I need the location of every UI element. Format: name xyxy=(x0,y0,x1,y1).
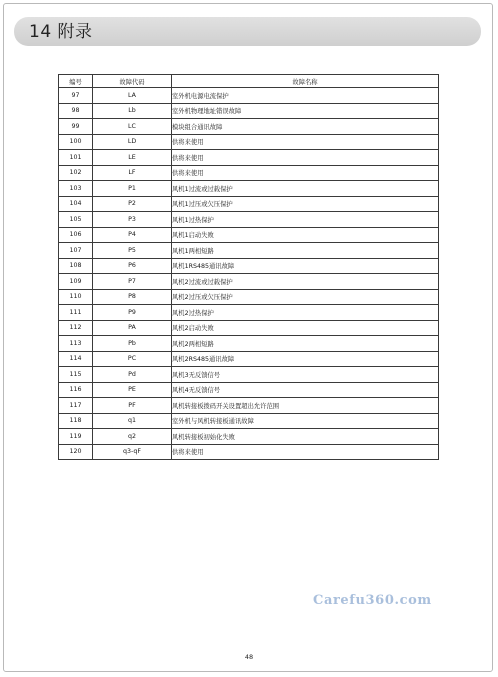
fault-code-table xyxy=(58,74,439,460)
table-body xyxy=(59,88,439,460)
fault-name-cell: 风机2过流或过载保护 xyxy=(172,274,439,290)
fault-number-cell: 118 xyxy=(59,413,93,429)
fault-code-cell: P9 xyxy=(93,305,172,321)
fault-number-cell: 99 xyxy=(59,119,93,135)
table-row xyxy=(59,119,439,135)
table-row xyxy=(59,212,439,228)
fault-number-cell: 113 xyxy=(59,336,93,352)
fault-name-cell: 室外机电源电流保护 xyxy=(172,88,439,104)
table-row xyxy=(59,336,439,352)
fault-name-cell: 风机2启动失败 xyxy=(172,320,439,336)
fault-name-cell: 供将来使用 xyxy=(172,444,439,460)
fault-number-cell: 102 xyxy=(59,165,93,181)
fault-code-cell: P7 xyxy=(93,274,172,290)
fault-number-cell: 100 xyxy=(59,134,93,150)
fault-name-cell: 风机1RS485通讯故障 xyxy=(172,258,439,274)
fault-number-cell: 103 xyxy=(59,181,93,197)
fault-code-cell: LC xyxy=(93,119,172,135)
fault-code-cell: LA xyxy=(93,88,172,104)
fault-code-cell: P5 xyxy=(93,243,172,259)
table-row xyxy=(59,181,439,197)
table-row xyxy=(59,351,439,367)
table-row xyxy=(59,150,439,166)
fault-code-cell: Pb xyxy=(93,336,172,352)
fault-number-cell: 97 xyxy=(59,88,93,104)
fault-number-cell: 106 xyxy=(59,227,93,243)
table-row xyxy=(59,289,439,305)
fault-name-cell: 风机2两相短路 xyxy=(172,336,439,352)
fault-code-cell: q2 xyxy=(93,429,172,445)
table-row xyxy=(59,320,439,336)
fault-name-cell: 供将来使用 xyxy=(172,165,439,181)
fault-name-cell: 风机2过压或欠压保护 xyxy=(172,289,439,305)
fault-number-cell: 104 xyxy=(59,196,93,212)
table-row xyxy=(59,227,439,243)
fault-code-cell: PC xyxy=(93,351,172,367)
fault-number-cell: 115 xyxy=(59,367,93,383)
fault-code-cell: PA xyxy=(93,320,172,336)
table-row xyxy=(59,444,439,460)
fault-name-cell: 室外机物理地址错误故障 xyxy=(172,103,439,119)
fault-name-cell: 风机1启动失败 xyxy=(172,227,439,243)
fault-code-cell: P6 xyxy=(93,258,172,274)
fault-number-cell: 120 xyxy=(59,444,93,460)
watermark-text: Carefu360.com xyxy=(313,593,432,608)
table-header-row xyxy=(59,75,439,88)
section-title: 14 附录 xyxy=(29,22,93,42)
fault-code-cell: PF xyxy=(93,398,172,414)
fault-code-cell: Pd xyxy=(93,367,172,383)
page-number: 48 xyxy=(244,653,254,661)
fault-name-cell: 风机转接板拨码开关设置超出允许范围 xyxy=(172,398,439,414)
table-row xyxy=(59,243,439,259)
fault-name-cell: 风机2RS485通讯故障 xyxy=(172,351,439,367)
fault-number-cell: 98 xyxy=(59,103,93,119)
fault-number-cell: 105 xyxy=(59,212,93,228)
column-header-name: 故障名称 xyxy=(172,75,439,88)
table-row xyxy=(59,274,439,290)
table-row xyxy=(59,398,439,414)
fault-name-cell: 风机3无反馈信号 xyxy=(172,367,439,383)
fault-number-cell: 119 xyxy=(59,429,93,445)
table-row xyxy=(59,382,439,398)
fault-name-cell: 模块组合通讯故障 xyxy=(172,119,439,135)
fault-number-cell: 111 xyxy=(59,305,93,321)
table-row xyxy=(59,413,439,429)
column-header-code: 故障代码 xyxy=(93,75,172,88)
table-row xyxy=(59,134,439,150)
table-row xyxy=(59,88,439,104)
table-row xyxy=(59,103,439,119)
table-row xyxy=(59,258,439,274)
table-row xyxy=(59,196,439,212)
fault-number-cell: 114 xyxy=(59,351,93,367)
fault-code-cell: P3 xyxy=(93,212,172,228)
fault-code-cell: PE xyxy=(93,382,172,398)
fault-number-cell: 107 xyxy=(59,243,93,259)
fault-code-cell: P8 xyxy=(93,289,172,305)
fault-code-cell: LF xyxy=(93,165,172,181)
fault-number-cell: 110 xyxy=(59,289,93,305)
fault-name-cell: 风机转接板初始化失败 xyxy=(172,429,439,445)
table-row xyxy=(59,305,439,321)
fault-name-cell: 风机1过压或欠压保护 xyxy=(172,196,439,212)
fault-number-cell: 109 xyxy=(59,274,93,290)
fault-code-cell: q3-qF xyxy=(93,444,172,460)
fault-code-cell: P2 xyxy=(93,196,172,212)
fault-code-cell: LD xyxy=(93,134,172,150)
fault-name-cell: 风机1两相短路 xyxy=(172,243,439,259)
table-row xyxy=(59,429,439,445)
fault-name-cell: 供将来使用 xyxy=(172,150,439,166)
fault-name-cell: 风机2过热保护 xyxy=(172,305,439,321)
fault-code-cell: Lb xyxy=(93,103,172,119)
fault-code-cell: q1 xyxy=(93,413,172,429)
fault-number-cell: 116 xyxy=(59,382,93,398)
fault-code-cell: P4 xyxy=(93,227,172,243)
table-row xyxy=(59,367,439,383)
fault-name-cell: 供将来使用 xyxy=(172,134,439,150)
fault-name-cell: 风机1过热保护 xyxy=(172,212,439,228)
fault-number-cell: 108 xyxy=(59,258,93,274)
fault-code-cell: P1 xyxy=(93,181,172,197)
fault-name-cell: 风机4无反馈信号 xyxy=(172,382,439,398)
column-header-number: 编号 xyxy=(59,75,93,88)
fault-number-cell: 117 xyxy=(59,398,93,414)
fault-code-cell: LE xyxy=(93,150,172,166)
fault-number-cell: 101 xyxy=(59,150,93,166)
fault-number-cell: 112 xyxy=(59,320,93,336)
fault-name-cell: 室外机与风机转接板通讯故障 xyxy=(172,413,439,429)
fault-name-cell: 风机1过流或过载保护 xyxy=(172,181,439,197)
table-row xyxy=(59,165,439,181)
